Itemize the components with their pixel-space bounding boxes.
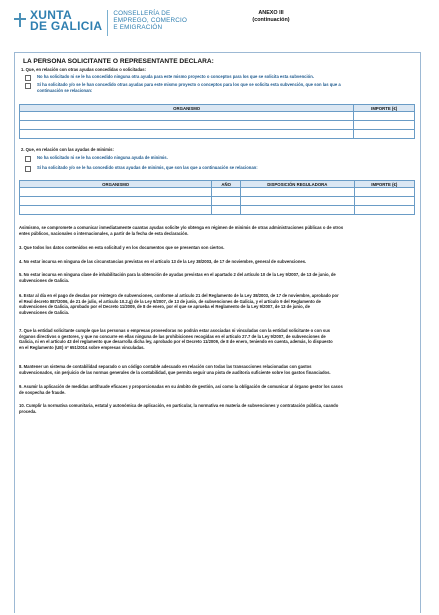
declaration-6 — [19, 293, 415, 316]
minimis-cell-importe[interactable] — [354, 188, 414, 197]
declaration-8-line-2: subvencionados, sin perjuicio de las normas generales de la contabilidad, que permita seguir una pista de auditoría suficiente sobre los gastos financiados. — [19, 369, 331, 375]
annex-subtitle: (continuación) — [252, 17, 290, 23]
q1-option-no-label: No ha solicitado ni se le ha concedido ninguna otra ayuda para este mismo proyecto o conceptos para los que se solicita esta subvención. — [37, 74, 314, 79]
declaration-section — [14, 52, 421, 613]
declaration-6-line-4: subvenciones de Galicia. — [19, 310, 70, 316]
section-title: LA PERSONA SOLICITANTE O REPRESENTANTE DECLARA: — [23, 58, 214, 65]
minimis-cell-disposicion[interactable] — [240, 206, 354, 215]
minimis-cell-importe[interactable] — [354, 197, 414, 206]
aids-cell-importe[interactable] — [354, 112, 415, 121]
logo-divider — [107, 10, 108, 36]
declaration-7-line-1: 7. Que la entidad solicitante cumple que las personas o empresas proveedoras no podrán estar asociadas ni vinculadas con la entidad solicitante o con sus — [19, 328, 331, 333]
logo-xunta-text: XUNTA — [30, 8, 72, 22]
commitment-line-1: Asimismo, se compromete a comunicar inmediatamente cuantas ayudas solicite y/o obtenga en régimen de minimis de otras administraciones públicas o de otros — [19, 225, 344, 230]
minimis-cell-ano[interactable] — [212, 188, 241, 197]
minimis-cell-disposicion[interactable] — [240, 188, 354, 197]
q2-option-no-checkbox[interactable] — [25, 156, 31, 162]
declaration-6-line-2: el Real decreto 887/2006, de 21 de julio, el artículo 10.2.g) de la Ley 9/2007, de 13 de junio, de subvenciones de Galicia, y el artículo 9 del Reglamento de — [19, 298, 321, 304]
declaration-9-line-1: 9. Asumir la aplicación de medidas antifraude eficaces y proporcionadas en su ámbito de gestión, así como la obligación de comunicar al órgano gestor los casos — [19, 384, 343, 389]
declaration-8-line-1: 8. Mantener un sistema de contabilidad separado o un código contable adecuado en relación con todas las transacciones relacionadas con gastos — [19, 364, 312, 369]
minimis-cell-organismo[interactable] — [20, 206, 212, 215]
minimis-col-organismo: ORGANISMO — [20, 181, 212, 188]
q2-option-yes-checkbox[interactable] — [25, 166, 31, 172]
q1-option-yes-label-cont: continuación se relacionan: — [37, 88, 93, 93]
commitment-text — [19, 225, 415, 236]
declaration-6-line-3: subvenciones de Galicia, aprobado por el Decreto 11/2009, de 8 de enero, por el que se aprueba el Reglamento de la Ley 9/2007, de 13 de junio, de — [19, 304, 310, 310]
annex-title: ANEXO III — [258, 10, 284, 16]
logo-galicia-text: DE GALICIA — [30, 19, 103, 33]
declaration-9-line-2: de sospecha de fraude. — [19, 389, 66, 395]
declaration-5 — [19, 272, 415, 283]
declaration-7-line-3: Galicia, ni en el artículo 43 del reglamento que desarrolla dicha ley, aprobado por el Decreto 11/2009, de 8 de enero, teniendo en cuenta, además, lo dispuesto — [19, 339, 333, 345]
declaration-5-line-2: subvenciones de Galicia. — [19, 277, 70, 283]
q2-option-yes-label: Sí ha solicitado y/o se le ha concedido otras ayudas de minimis, que son las que a continuación se relacionan: — [37, 165, 258, 170]
table-row — [20, 206, 415, 215]
galicia-cross-icon — [14, 13, 26, 27]
aids-cell-organismo[interactable] — [20, 112, 354, 121]
department-name — [113, 10, 187, 32]
question-1: 1. Que, en relación con otras ayudas concedidas o solicitadas: — [21, 67, 146, 72]
declaration-10-line-1: 10. Cumplir la normativa comunitaria, estatal y autonómica de aplicación, en particular, la normativa en materia de subvenciones y contratación pública, cuando — [19, 403, 339, 408]
q2-option-no-label: No ha solicitado ni se le ha concedido ninguna ayuda de minimis. — [37, 155, 168, 160]
declaration-6-line-1: 6. Estar al día en el pago de deudas por reintegro de subvenciones, conforme al artículo 21 del Reglamento de la Ley 38/2003, de 17 de noviembre, aprobado por — [19, 293, 339, 298]
xunta-logo — [14, 10, 187, 36]
question-2: 2. Que, en relación con las ayudas de minimis: — [21, 147, 114, 152]
declaration-9 — [19, 384, 415, 395]
dept-line-3: E EMIGRACIÓN — [113, 24, 163, 32]
minimis-table — [19, 180, 415, 215]
minimis-col-ano: AÑO — [212, 181, 241, 188]
dept-line-2: EMPREGO, COMERCIO — [113, 17, 188, 25]
declaration-10-line-2: proceda. — [19, 408, 37, 414]
minimis-cell-disposicion[interactable] — [240, 197, 354, 206]
minimis-cell-ano[interactable] — [212, 206, 241, 215]
aids-col-organismo: ORGANISMO — [20, 105, 354, 112]
aids-cell-importe[interactable] — [354, 130, 415, 139]
minimis-cell-importe[interactable] — [354, 206, 414, 215]
declaration-4: 4. No estar incursa en ninguna de las circunstancias previstas en el artículo 13 de la Ley 38/2003, de 17 de noviembre, general de subvenciones. — [19, 259, 307, 264]
declaration-3: 3. Que todos los datos contenidos en esta solicitud y en los documentos que se presentan son ciertos. — [19, 245, 225, 250]
q1-option-yes-checkbox[interactable] — [25, 83, 31, 89]
minimis-cell-organismo[interactable] — [20, 188, 212, 197]
table-row — [20, 197, 415, 206]
declaration-7 — [19, 328, 415, 351]
aids-cell-organismo[interactable] — [20, 121, 354, 130]
table-row — [20, 130, 415, 139]
page-header — [14, 10, 429, 48]
minimis-col-importe: IMPORTE (€) — [354, 181, 414, 188]
declaration-10 — [19, 403, 415, 414]
aids-table — [19, 104, 415, 139]
annex-label — [241, 10, 301, 24]
q1-option-yes-label: Sí ha solicitado y/o se le han concedido otras ayudas para este mismo proyecto o conceptos para los que se solicita esta subvención, que son las que a — [37, 82, 341, 87]
declaration-7-line-2: órganos directivos o gestores, y que no concurre en ellas ninguna de las prohibiciones recogidas en el artículo 27.7 de la Ley 9/2007, de subvenciones de — [19, 333, 326, 339]
table-row — [20, 112, 415, 121]
aids-col-importe: IMPORTE (€) — [354, 105, 415, 112]
commitment-line-2: entes públicos, nacionales o internacionales, a partir de la fecha de esta declaración. — [19, 230, 189, 236]
q1-option-no-checkbox[interactable] — [25, 75, 31, 81]
minimis-cell-ano[interactable] — [212, 197, 241, 206]
minimis-cell-organismo[interactable] — [20, 197, 212, 206]
table-row — [20, 188, 415, 197]
logo-wordmark — [30, 10, 102, 32]
dept-line-1: CONSELLERÍA DE — [113, 10, 171, 17]
declaration-5-line-1: 5. No estar incursa en ninguna clase de inhabilitación para la obtención de ayudas previstas en el apartado 2 del artículo 10 de la Ley 9/2007, de 13 de junio, de — [19, 272, 336, 277]
declaration-7-line-4: en el Reglamento (UE) nº 651/2014 sobre empresas vinculadas. — [19, 345, 145, 351]
minimis-col-disposicion: DISPOSICIÓN REGULADORA — [240, 181, 354, 188]
aids-cell-organismo[interactable] — [20, 130, 354, 139]
table-row — [20, 121, 415, 130]
declaration-8 — [19, 364, 415, 375]
aids-cell-importe[interactable] — [354, 121, 415, 130]
